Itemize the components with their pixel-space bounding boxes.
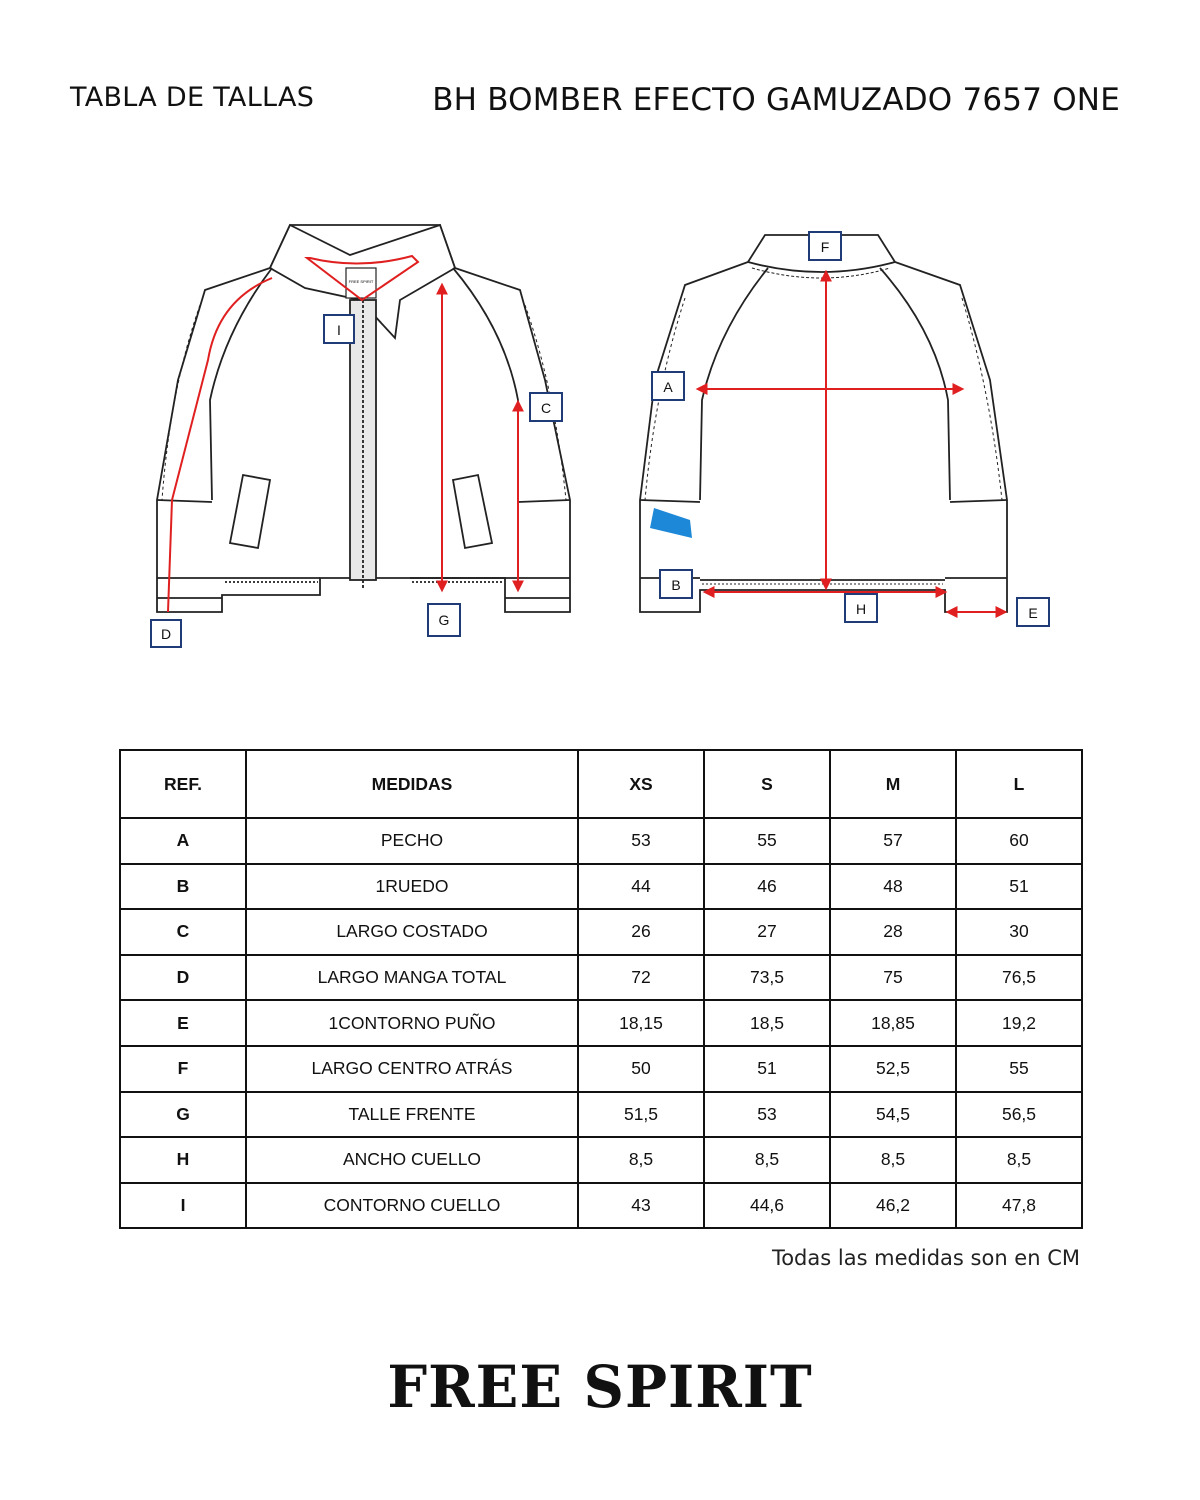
header-m: M: [830, 750, 956, 818]
cell-xs: 18,15: [578, 1000, 704, 1046]
cell-s: 73,5: [704, 955, 830, 1001]
cell-m: 28: [830, 909, 956, 955]
cell-ref: H: [120, 1137, 246, 1183]
label-a: A: [663, 379, 673, 395]
header-xs: XS: [578, 750, 704, 818]
table-row: [120, 1183, 1082, 1229]
cell-s: 51: [704, 1046, 830, 1092]
cell-measure: LARGO MANGA TOTAL: [246, 955, 578, 1001]
table-row: [120, 1092, 1082, 1138]
table-row: [120, 909, 1082, 955]
cell-m: 57: [830, 818, 956, 864]
header-medidas: MEDIDAS: [246, 750, 578, 818]
label-h: H: [855, 601, 867, 617]
cell-measure: ANCHO CUELLO: [246, 1137, 578, 1183]
product-title: BH BOMBER EFECTO GAMUZADO 7657 ONE: [432, 82, 1120, 118]
cell-l: 19,2: [956, 1000, 1082, 1046]
cell-xs: 72: [578, 955, 704, 1001]
cell-ref: I: [120, 1183, 246, 1229]
page-title: TABLA DE TALLAS: [70, 82, 315, 113]
table-row: [120, 818, 1082, 864]
cell-ref: B: [120, 864, 246, 910]
brand-logo: FREE SPIRIT: [387, 1352, 813, 1422]
header-ref: REF.: [120, 750, 246, 818]
cell-measure: PECHO: [246, 818, 578, 864]
back-jacket-view: [640, 235, 1007, 612]
cell-xs: 51,5: [578, 1092, 704, 1138]
table-row: [120, 864, 1082, 910]
cell-measure: 1CONTORNO PUÑO: [246, 1000, 578, 1046]
table-row: [120, 1137, 1082, 1183]
cell-m: 18,85: [830, 1000, 956, 1046]
label-d: D: [160, 626, 172, 642]
cell-measure: LARGO COSTADO: [246, 909, 578, 955]
cell-s: 53: [704, 1092, 830, 1138]
cell-m: 46,2: [830, 1183, 956, 1229]
cell-measure: TALLE FRENTE: [246, 1092, 578, 1138]
cell-ref: A: [120, 818, 246, 864]
label-i: I: [337, 322, 341, 338]
cell-m: 8,5: [830, 1137, 956, 1183]
cell-xs: 8,5: [578, 1137, 704, 1183]
header-s: S: [704, 750, 830, 818]
cell-s: 27: [704, 909, 830, 955]
cell-ref: C: [120, 909, 246, 955]
size-chart-table: [119, 749, 1083, 1229]
cell-l: 8,5: [956, 1137, 1082, 1183]
cell-l: 55: [956, 1046, 1082, 1092]
cell-m: 48: [830, 864, 956, 910]
label-e: E: [1028, 605, 1038, 621]
table-row: [120, 1000, 1082, 1046]
collar-tag-text: FREE SPIRIT: [348, 279, 374, 284]
cell-s: 46: [704, 864, 830, 910]
label-b: B: [671, 577, 681, 593]
cell-l: 60: [956, 818, 1082, 864]
cell-s: 18,5: [704, 1000, 830, 1046]
label-g: G: [438, 612, 450, 628]
cell-s: 55: [704, 818, 830, 864]
cell-xs: 44: [578, 864, 704, 910]
label-f: F: [820, 239, 830, 255]
cell-ref: F: [120, 1046, 246, 1092]
cell-xs: 26: [578, 909, 704, 955]
units-note: Todas las medidas son en CM: [771, 1246, 1080, 1270]
table-row: [120, 955, 1082, 1001]
cell-l: 51: [956, 864, 1082, 910]
cell-ref: D: [120, 955, 246, 1001]
cell-xs: 50: [578, 1046, 704, 1092]
cell-measure: LARGO CENTRO ATRÁS: [246, 1046, 578, 1092]
cell-xs: 53: [578, 818, 704, 864]
cell-l: 56,5: [956, 1092, 1082, 1138]
cell-ref: E: [120, 1000, 246, 1046]
table-header-row: [120, 750, 1082, 818]
cell-measure: CONTORNO CUELLO: [246, 1183, 578, 1229]
label-c: C: [540, 400, 552, 416]
header-l: L: [956, 750, 1082, 818]
cell-l: 30: [956, 909, 1082, 955]
cell-measure: 1RUEDO: [246, 864, 578, 910]
cell-m: 52,5: [830, 1046, 956, 1092]
cell-m: 75: [830, 955, 956, 1001]
cell-s: 8,5: [704, 1137, 830, 1183]
cell-l: 47,8: [956, 1183, 1082, 1229]
cell-s: 44,6: [704, 1183, 830, 1229]
table-row: [120, 1046, 1082, 1092]
cell-ref: G: [120, 1092, 246, 1138]
cell-m: 54,5: [830, 1092, 956, 1138]
cell-xs: 43: [578, 1183, 704, 1229]
garment-diagram: [0, 200, 1200, 670]
cell-l: 76,5: [956, 955, 1082, 1001]
